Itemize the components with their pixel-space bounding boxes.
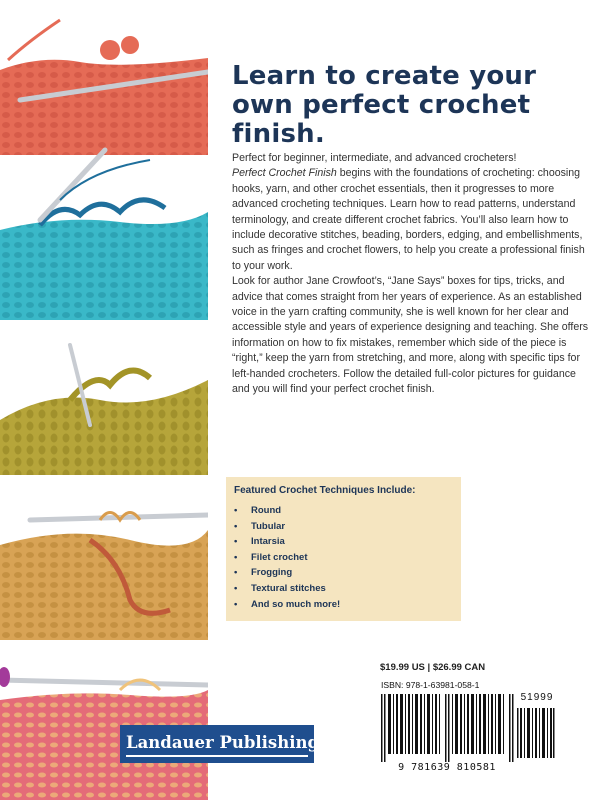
featured-item: • Intarsia (234, 536, 285, 548)
featured-item: • Textural stitches (234, 582, 326, 594)
barcode (379, 678, 557, 778)
featured-item: • And so much more! (234, 598, 341, 610)
intro-rest: begins with the foundations of crocheting: choosing hooks, yarn, and other crochet essentials, then it progresses to more advanced crocheting techniques. Learn how to read patterns, understand terminology, and create different crochet fabrics. You’ll also learn how to include decorative stitches, beading, borders, edging, and embellishments, such as fringes and crochet flowers, to help you create a professional finish to your work. (232, 167, 585, 272)
price-label: $19.99 US | $26.99 CAN (380, 662, 486, 673)
author-paragraph: Look for author Jane Crowfoot’s, “Jane Says” boxes for tips, tricks, and advice that comes straight from her years of experience. As an established voice in the yarn crafting community, she is well known for her clear and accessible style and years of experience designing and teaching. She offers information on how to fix mistakes, remember which side of the piece is “right,” keep the yarn from stretching, and more, along with specific tips for left-handed crocheters. Follow the detailed full-color pictures for guidance and you will find your perfect crochet finish. (232, 275, 589, 396)
featured-title: Featured Crochet Techniques Include: (234, 485, 416, 496)
featured-item: • Round (234, 505, 282, 516)
intro-plain: Perfect for beginner, intermediate, and advanced crocheters! (232, 152, 517, 164)
description (232, 151, 592, 398)
publisher-name: Landauer Publishing (126, 733, 320, 752)
crochet-swatch-images (0, 0, 208, 800)
isbn-digits: 9 781639 810581 (398, 762, 496, 773)
turquoise-swatch-image (0, 150, 208, 320)
featured-list (234, 503, 340, 612)
isbn-label: ISBN: 978-1-63981-058-1 (381, 680, 480, 690)
publisher-logo (120, 725, 320, 763)
featured-item: • Frogging (234, 567, 293, 579)
olive-swatch-image (0, 325, 208, 475)
coral-swatch-image (0, 0, 208, 155)
pink-swatch-image (0, 645, 208, 800)
isbn-barcode-bars (381, 694, 515, 762)
featured-techniques-box (226, 477, 461, 621)
logo-underline (126, 755, 308, 757)
book-title-italic: Perfect Crochet Finish (232, 167, 337, 180)
addon-barcode-bars (517, 708, 555, 758)
featured-item: • Tubular (234, 520, 286, 532)
featured-item: • Filet crochet (234, 551, 308, 563)
mustard-swatch-image (0, 480, 208, 640)
intro-paragraph (232, 151, 592, 274)
headline: Learn to create your own perfect crochet finish. (232, 61, 537, 149)
price-addon-code: 51999 (520, 692, 554, 703)
